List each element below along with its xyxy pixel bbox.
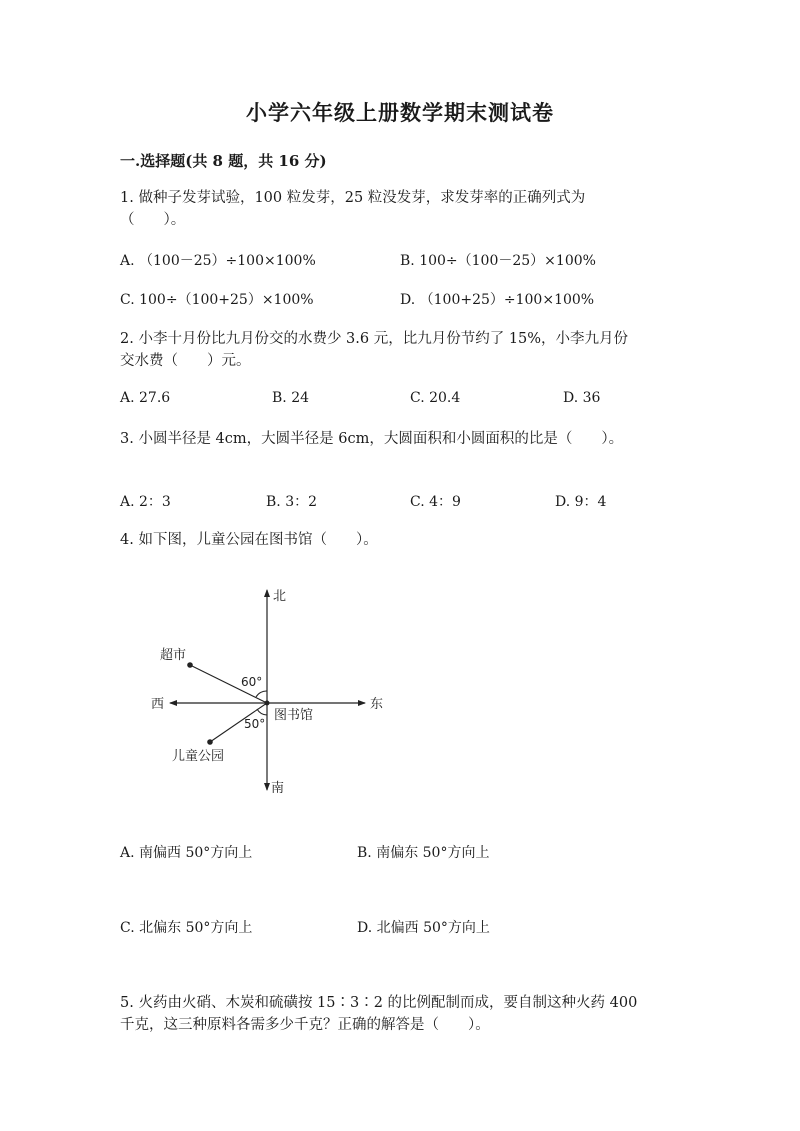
- supermarket-point: [187, 662, 193, 668]
- question-4-option-c[interactable]: C. 北偏东 50°方向上: [120, 920, 253, 936]
- question-2-text-cont: 交水费（ ）元。: [120, 353, 251, 369]
- park-point: [207, 739, 213, 745]
- question-2-option-c[interactable]: C. 20.4: [410, 390, 461, 406]
- question-2-option-a[interactable]: A. 27.6: [120, 390, 171, 406]
- angle-arc-top: [256, 691, 267, 697]
- question-5-text: 5. 火药由火硝、木炭和硫磺按 15∶3∶2 的比例配制而成，要自制这种火药 400: [120, 995, 638, 1011]
- question-1-option-b[interactable]: B. 100÷（100－25）×100%: [400, 253, 596, 269]
- label-library: 图书馆: [274, 708, 314, 723]
- question-3-option-d[interactable]: D. 9：4: [555, 494, 607, 510]
- label-angle-60: 60°: [241, 675, 263, 689]
- question-1-text-cont: （ ）。: [120, 212, 186, 228]
- question-2-text: 2. 小李十月份比九月份交的水费少 3.6 元，比九月份节约了 15%，小李九月份: [120, 331, 629, 347]
- angle-arc-bottom: [257, 709, 267, 715]
- library-point: [265, 701, 270, 706]
- question-5-text-cont: 千克，这三种原料各需多少千克？正确的解答是（ ）。: [120, 1017, 490, 1033]
- question-4-option-d[interactable]: D. 北偏西 50°方向上: [357, 920, 490, 936]
- label-south: 南: [271, 781, 285, 796]
- question-3-text: 3. 小圆半径是 4cm，大圆半径是 6cm，大圆面积和小圆面积的比是（ ）。: [120, 431, 624, 447]
- question-4-text: 4. 如下图，儿童公园在图书馆（ ）。: [120, 532, 378, 548]
- question-2-option-b[interactable]: B. 24: [272, 390, 310, 406]
- question-3-option-c[interactable]: C. 4：9: [410, 494, 461, 510]
- question-4-option-a[interactable]: A. 南偏西 50°方向上: [120, 845, 253, 861]
- question-1-option-d[interactable]: D. （100+25）÷100×100%: [400, 292, 595, 308]
- label-east: 东: [370, 697, 384, 712]
- label-north: 北: [273, 589, 287, 604]
- section-heading: 一.选择题(共 8 题，共 16 分): [120, 152, 327, 170]
- question-3-option-b[interactable]: B. 3：2: [266, 494, 318, 510]
- page-title: 小学六年级上册数学期末测试卷: [246, 100, 554, 125]
- question-1-option-a[interactable]: A. （100－25）÷100×100%: [120, 253, 316, 269]
- question-1-text: 1. 做种子发芽试验，100 粒发芽，25 粒没发芽，求发芽率的正确列式为: [120, 190, 586, 206]
- question-2-option-d[interactable]: D. 36: [563, 390, 601, 406]
- label-park: 儿童公园: [172, 749, 225, 764]
- label-angle-50: 50°: [244, 717, 266, 731]
- question-3-option-a[interactable]: A. 2：3: [120, 494, 171, 510]
- question-4-option-b[interactable]: B. 南偏东 50°方向上: [357, 845, 490, 861]
- label-supermarket: 超市: [160, 648, 187, 663]
- label-west: 西: [151, 697, 165, 712]
- question-1-option-c[interactable]: C. 100÷（100+25）×100%: [120, 292, 314, 308]
